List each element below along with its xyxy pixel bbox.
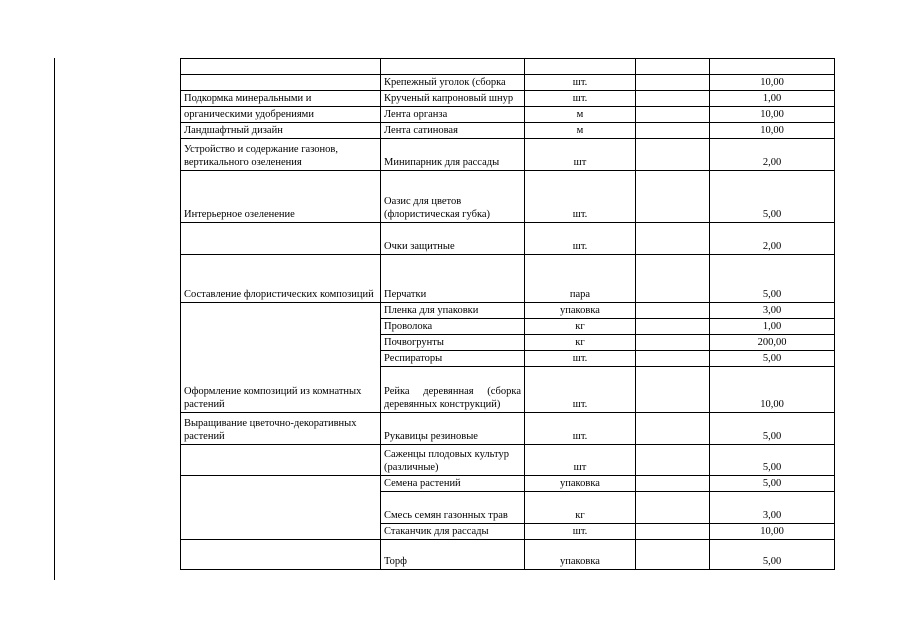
activity-cell: органическими удобрениями — [181, 107, 381, 123]
material-cell: Лента органза — [381, 107, 525, 123]
material-cell: Перчатки — [381, 255, 525, 303]
unit-cell: кг — [525, 335, 636, 351]
material-cell: Смесь семян газонных трав — [381, 492, 525, 524]
quantity-cell: 5,00 — [710, 171, 835, 223]
table-row — [181, 476, 835, 492]
price-cell — [636, 492, 710, 524]
unit-cell: м — [525, 123, 636, 139]
table-row — [181, 59, 835, 75]
price-cell — [636, 255, 710, 303]
table-row — [181, 540, 835, 570]
unit-cell: шт. — [525, 223, 636, 255]
table-row — [181, 223, 835, 255]
activity-cell — [181, 223, 381, 255]
quantity-cell: 5,00 — [710, 351, 835, 367]
material-cell: Крученый капроновый шнур — [381, 91, 525, 107]
price-cell — [636, 351, 710, 367]
unit-cell: кг — [525, 319, 636, 335]
material-cell: Лента сатиновая — [381, 123, 525, 139]
unit-cell: шт — [525, 139, 636, 171]
quantity-cell: 10,00 — [710, 524, 835, 540]
quantity-cell: 3,00 — [710, 492, 835, 524]
material-cell: Семена растений — [381, 476, 525, 492]
price-cell — [636, 107, 710, 123]
activity-cell — [181, 445, 381, 476]
material-cell: Почвогрунты — [381, 335, 525, 351]
unit-cell: шт. — [525, 413, 636, 445]
quantity-cell: 200,00 — [710, 335, 835, 351]
quantity-cell: 5,00 — [710, 413, 835, 445]
price-cell — [636, 223, 710, 255]
material-cell: Саженцы плодовых культур (различные) — [381, 445, 525, 476]
material-cell: Стаканчик для рассады — [381, 524, 525, 540]
price-cell — [636, 445, 710, 476]
activity-cell: Составление флористических композиций — [181, 255, 381, 303]
table-row — [181, 91, 835, 107]
table-row — [181, 107, 835, 123]
activity-cell — [181, 59, 381, 75]
quantity-cell: 10,00 — [710, 123, 835, 139]
price-cell — [636, 303, 710, 319]
activity-cell: Устройство и содержание газонов, вертикального озеленения — [181, 139, 381, 171]
unit-cell: шт — [525, 445, 636, 476]
unit-cell: м — [525, 107, 636, 123]
quantity-cell: 10,00 — [710, 107, 835, 123]
unit-cell: шт. — [525, 171, 636, 223]
price-cell — [636, 413, 710, 445]
table-row — [181, 303, 835, 319]
unit-cell: шт. — [525, 351, 636, 367]
quantity-cell — [710, 59, 835, 75]
quantity-cell: 1,00 — [710, 91, 835, 107]
activity-cell — [181, 540, 381, 570]
unit-cell: шт. — [525, 367, 636, 413]
unit-cell — [525, 59, 636, 75]
unit-cell: упаковка — [525, 540, 636, 570]
material-cell: Рейка деревянная (сборка деревянных конструкций) — [381, 367, 525, 413]
quantity-cell: 5,00 — [710, 445, 835, 476]
quantity-cell: 2,00 — [710, 139, 835, 171]
price-cell — [636, 91, 710, 107]
price-cell — [636, 59, 710, 75]
material-cell: Торф — [381, 540, 525, 570]
price-cell — [636, 335, 710, 351]
quantity-cell: 1,00 — [710, 319, 835, 335]
price-cell — [636, 75, 710, 91]
quantity-cell: 5,00 — [710, 476, 835, 492]
quantity-cell: 3,00 — [710, 303, 835, 319]
table-row — [181, 139, 835, 171]
unit-cell: шт. — [525, 524, 636, 540]
table-row — [181, 445, 835, 476]
quantity-cell: 5,00 — [710, 255, 835, 303]
table-row — [181, 75, 835, 91]
activity-cell: Интерьерное озеленение — [181, 171, 381, 223]
material-cell: Минипарник для рассады — [381, 139, 525, 171]
price-cell — [636, 123, 710, 139]
unit-cell: пара — [525, 255, 636, 303]
material-cell — [381, 59, 525, 75]
price-cell — [636, 476, 710, 492]
material-cell: Крепежный уголок (сборка — [381, 75, 525, 91]
material-cell: Пленка для упаковки — [381, 303, 525, 319]
material-cell: Оазис для цветов (флористическая губка) — [381, 171, 525, 223]
material-cell: Рукавицы резиновые — [381, 413, 525, 445]
unit-cell: шт. — [525, 75, 636, 91]
activity-cell — [181, 476, 381, 540]
material-cell: Респираторы — [381, 351, 525, 367]
price-cell — [636, 319, 710, 335]
price-cell — [636, 524, 710, 540]
quantity-cell: 10,00 — [710, 75, 835, 91]
price-cell — [636, 171, 710, 223]
table-row — [181, 255, 835, 303]
materials-table — [180, 58, 835, 570]
unit-cell: упаковка — [525, 476, 636, 492]
table-row — [181, 413, 835, 445]
activity-cell — [181, 75, 381, 91]
table-row — [181, 123, 835, 139]
page-margin-rule — [54, 58, 55, 580]
price-cell — [636, 540, 710, 570]
activity-cell: Ландшафтный дизайн — [181, 123, 381, 139]
activity-cell: Выращивание цветочно-декоративных растений — [181, 413, 381, 445]
activity-cell: Оформление композиций из комнатных растений — [181, 303, 381, 413]
unit-cell: кг — [525, 492, 636, 524]
quantity-cell: 2,00 — [710, 223, 835, 255]
unit-cell: шт. — [525, 91, 636, 107]
quantity-cell: 10,00 — [710, 367, 835, 413]
unit-cell: упаковка — [525, 303, 636, 319]
material-cell: Проволока — [381, 319, 525, 335]
table-row — [181, 171, 835, 223]
price-cell — [636, 139, 710, 171]
activity-cell: Подкормка минеральными и — [181, 91, 381, 107]
price-cell — [636, 367, 710, 413]
material-cell: Очки защитные — [381, 223, 525, 255]
quantity-cell: 5,00 — [710, 540, 835, 570]
